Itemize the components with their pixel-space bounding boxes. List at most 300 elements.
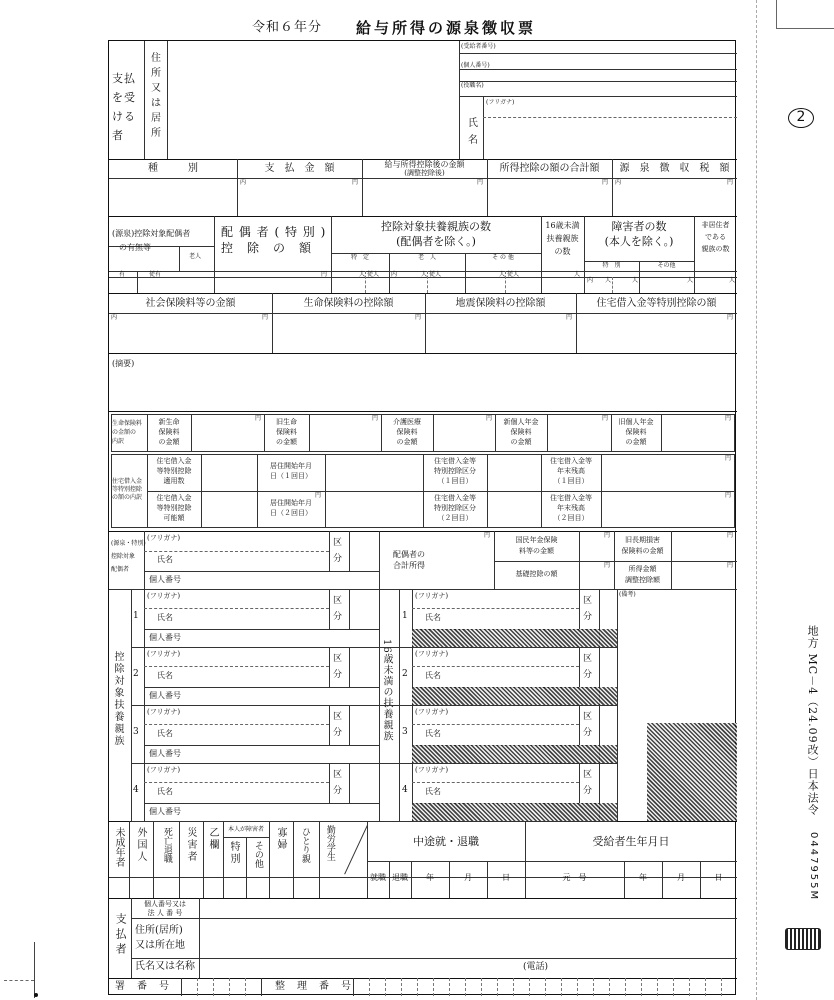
dependent-number: 2 — [133, 669, 139, 679]
divider — [129, 821, 130, 898]
dependent-mynumber-label: 個人番号 — [149, 633, 181, 642]
divider — [625, 978, 626, 996]
spouse-deduction-label-2: 控 除 の 額 — [221, 241, 313, 255]
perforation-line — [756, 0, 757, 1000]
header-deduction-total: 所得控除の額の合計額 — [499, 163, 600, 174]
divider — [144, 41, 145, 159]
divider — [109, 978, 737, 979]
divider — [547, 414, 548, 452]
personal-number-label: (個人番号) — [461, 62, 490, 69]
masked-mynumber-area — [412, 687, 617, 705]
nonresident-label-1: 非居住者 — [701, 221, 730, 229]
under16-furigana-label: (フリガナ) — [415, 766, 449, 774]
life-old-label: 旧生命 保険料 の金額 — [276, 418, 297, 446]
divider — [179, 246, 180, 271]
divider — [579, 589, 580, 629]
divider — [449, 978, 450, 996]
divider — [213, 978, 214, 996]
yen-unit: 円 — [602, 179, 609, 186]
side-serial: 0447955M — [808, 832, 819, 902]
under16-label-1: 16歳未満 — [545, 221, 580, 230]
disabled-self-label: 本人が障害者 — [227, 826, 264, 833]
divider — [137, 271, 138, 293]
dependent-mynumber-label: 個人番号 — [149, 691, 181, 700]
divider — [412, 608, 579, 609]
yen-unit: 円 — [477, 179, 484, 186]
basic-deduction-label: 基礎控除の額 — [515, 570, 558, 578]
under16-name-label: 氏名 — [425, 671, 441, 680]
subordinate-person-unit: 従人 — [429, 271, 442, 278]
dep-col-elderly: 老 人 — [417, 254, 436, 261]
yen-unit: 円 — [255, 415, 262, 422]
flag-single-parent: ひとり親 — [299, 827, 310, 863]
under16-kubun-label: 区分 — [583, 712, 593, 738]
divider — [109, 353, 737, 354]
yen-unit: 円 — [727, 179, 734, 186]
punch-dot-icon — [34, 993, 38, 997]
divider — [483, 117, 737, 118]
birth-day: 日 — [714, 873, 723, 882]
flag-minor: 未成年者 — [113, 827, 124, 867]
under16-number: 2 — [402, 669, 408, 679]
has-label: 有 — [119, 271, 126, 278]
divider — [399, 647, 617, 648]
divider — [329, 531, 330, 571]
divider — [385, 978, 386, 996]
crop-mark — [776, 0, 777, 28]
payer-phone-label: (電話) — [523, 962, 549, 972]
inner-label: 内 — [615, 179, 622, 186]
housing-applied-count-label: 住宅借入金 等特別控除 適用数 — [156, 457, 192, 485]
divider — [609, 978, 610, 996]
housing-category-1-label: 住宅借入金等 特別控除区分 （１回目） — [434, 457, 476, 485]
dependent-number: 4 — [133, 785, 139, 795]
ref-number-label: 整 理 番 号 — [275, 981, 352, 992]
spouse-mynumber-label: 個人番号 — [149, 575, 181, 584]
masked-mynumber-area — [412, 803, 617, 821]
subordinate-person-unit: 従人 — [367, 271, 380, 278]
recipient-name-label: 氏名 — [468, 118, 478, 146]
divider — [109, 216, 737, 217]
divider — [399, 821, 617, 822]
divider — [487, 454, 488, 528]
person-unit: 人 — [632, 277, 639, 284]
disabled-col-other: その他 — [657, 262, 676, 269]
divider — [319, 821, 320, 898]
flag-death-retire: 死亡退職 — [161, 827, 172, 863]
recipient-section-label: 支払を受ける者 — [112, 72, 136, 142]
flag-disaster: 災害者 — [185, 827, 196, 863]
yen-unit: 円 — [725, 455, 732, 462]
divider — [349, 763, 350, 803]
header-withholding-tax: 源 泉 徴 収 税 額 — [619, 163, 730, 174]
header-after-adjust: (調整控除後) — [404, 169, 445, 177]
form-title: 給与所得の源泉徴収票 — [356, 19, 537, 37]
header-type: 種 別 — [148, 163, 198, 174]
divider — [349, 705, 350, 745]
yen-unit: 円 — [727, 532, 734, 539]
divider — [673, 978, 674, 996]
housing-breakdown-label: 住宅借入金 等特別控除 の額の内訳 — [112, 478, 143, 501]
midyear-month: 月 — [464, 873, 472, 882]
spouse-exist-label-1: (源泉)控除対象配偶者 — [112, 229, 191, 238]
nonresident-label-3: 親族の数 — [701, 245, 730, 253]
furigana-label: (フリガナ) — [486, 99, 515, 106]
elderly-label: 老人 — [189, 253, 202, 260]
flag-foreigner: 外国人 — [135, 827, 146, 863]
divider — [705, 978, 706, 996]
person-unit: 人 — [574, 271, 581, 278]
spouse-income-label: 配偶者の 合計所得 — [393, 550, 425, 570]
midyear-join: 就職 — [370, 873, 386, 882]
divider — [144, 687, 379, 688]
flag-widow: 寡婦 — [275, 827, 286, 851]
dependent-number: 1 — [133, 611, 139, 621]
payer-name-label: 氏名又は名称 — [135, 961, 195, 972]
under16-furigana-label: (フリガナ) — [415, 708, 449, 716]
diagonal-line — [344, 825, 368, 874]
divider — [131, 918, 737, 919]
yen-unit: 円 — [415, 314, 422, 321]
divider — [427, 271, 428, 293]
divider — [459, 53, 737, 54]
crop-mark — [34, 942, 35, 998]
divider — [147, 491, 735, 492]
yen-unit: 円 — [262, 314, 269, 321]
person-unit: 人 — [729, 277, 736, 284]
divider — [545, 978, 546, 996]
recipient-number-label: (受給者番号) — [461, 43, 496, 50]
divider — [109, 898, 737, 899]
yen-unit: 円 — [727, 314, 734, 321]
subordinate-person-unit: 従人 — [507, 271, 520, 278]
dependent-furigana-label: (フリガナ) — [147, 766, 181, 774]
divider — [433, 978, 434, 996]
header-payment-amount: 支 払 金 額 — [264, 163, 335, 174]
divider — [109, 178, 737, 179]
under16-kubun-label: 区分 — [583, 596, 593, 622]
crop-mark — [4, 980, 34, 981]
divider — [465, 978, 466, 996]
yen-unit: 円 — [604, 532, 611, 539]
flag-working-student: 勤労学生 — [324, 825, 335, 861]
divider — [459, 81, 737, 82]
divider — [579, 647, 580, 687]
pension-new-label: 新個人年金 保険料 の金額 — [503, 418, 539, 446]
payer-section-label: 支払者 — [114, 913, 128, 958]
divider — [612, 277, 613, 293]
divider — [641, 978, 642, 996]
divider — [131, 821, 399, 822]
divider — [167, 41, 168, 159]
divider — [579, 531, 580, 589]
midyear-label: 中途就・退職 — [413, 835, 479, 848]
under16-kubun-label: 区分 — [583, 654, 593, 680]
dep-col-specific: 特 定 — [350, 254, 369, 261]
under16-name-label: 氏名 — [425, 787, 441, 796]
life-breakdown-label: 生命保険料 の金額の 内訳 — [112, 420, 143, 445]
address-label: 住所又は居所 — [151, 53, 161, 139]
divider — [349, 647, 350, 687]
yen-unit: 円 — [604, 562, 611, 569]
life-new-label: 新生命 保険料 の金額 — [158, 418, 180, 446]
divider — [661, 414, 662, 452]
divider — [179, 821, 180, 898]
divider — [144, 803, 379, 804]
residence-start-2-label: 居住開始年月 日（２回目） — [270, 499, 312, 517]
housing-category-2-label: 住宅借入金等 特別控除区分 （２回目） — [434, 494, 476, 522]
divider — [689, 978, 690, 996]
birth-year: 年 — [639, 873, 647, 882]
divider — [399, 705, 617, 706]
spouse-kubun-label: 区分 — [333, 538, 343, 564]
divider — [657, 978, 658, 996]
divider — [561, 978, 562, 996]
person-unit: 人 — [359, 271, 366, 278]
subordinate-label: 従有 — [149, 271, 162, 278]
divider — [199, 898, 200, 978]
yen-unit: 円 — [727, 562, 734, 569]
divider — [459, 41, 460, 159]
under16-number: 4 — [402, 785, 408, 795]
divider — [329, 647, 330, 687]
divider — [269, 821, 270, 898]
divider — [109, 313, 737, 314]
yen-unit: 円 — [725, 415, 732, 422]
under16-label-2: 扶養親族 — [546, 234, 579, 243]
divider — [579, 763, 580, 803]
care-medical-label: 介護医療 保険料 の金額 — [393, 418, 421, 446]
divider — [261, 978, 262, 996]
divider — [577, 978, 578, 996]
dependent-name-label: 氏名 — [157, 787, 173, 796]
spouse-name-label: 氏名 — [157, 555, 173, 564]
yen-unit: 円 — [352, 179, 359, 186]
divider — [144, 666, 329, 667]
divider — [131, 705, 399, 706]
dependent-name-label: 氏名 — [157, 671, 173, 680]
income-adjust-label: 所得金額 調整控除額 — [625, 565, 660, 584]
dependent-kubun-label: 区分 — [333, 654, 343, 680]
yen-unit: 円 — [372, 415, 379, 422]
divider — [203, 821, 204, 898]
dependent-kubun-label: 区分 — [333, 770, 343, 796]
midyear-year: 年 — [426, 873, 434, 882]
divider — [245, 978, 246, 996]
housing-possible-amount-label: 住宅借入金 等特別控除 可能額 — [156, 494, 192, 522]
title-prefix: 令和６年分 — [252, 20, 323, 35]
header-earthquake-insurance: 地震保険料の控除額 — [455, 298, 546, 309]
masked-notes-area — [647, 723, 737, 821]
side-form-code: 地方 MC－4（24.09改）日本法令 — [806, 625, 820, 816]
office-number-label: 署 番 号 — [115, 981, 170, 992]
dependent-mynumber-label: 個人番号 — [149, 807, 181, 816]
yen-unit: 円 — [486, 415, 493, 422]
divider — [367, 821, 368, 898]
divider — [131, 958, 737, 959]
birth-date-label: 受給者生年月日 — [592, 835, 670, 848]
divider — [412, 782, 579, 783]
yen-unit: 円 — [566, 314, 573, 321]
person-unit: 人 — [499, 271, 506, 278]
spouse-exist-label-2: の有無等 — [119, 243, 151, 252]
midyear-day: 日 — [502, 873, 510, 882]
divider — [229, 978, 230, 996]
divider — [349, 589, 350, 629]
under16-number: 1 — [402, 611, 408, 621]
dependents-count-sublabel: (配偶者を除く。) — [396, 235, 476, 248]
divider — [144, 782, 329, 783]
withholding-slip-form — [108, 40, 736, 995]
under16-name-label: 氏名 — [425, 613, 441, 622]
divider — [513, 978, 514, 996]
divider — [144, 551, 329, 552]
divider — [721, 978, 722, 996]
divider — [144, 608, 329, 609]
disabled-col-special: 特 別 — [602, 262, 621, 269]
divider — [109, 411, 737, 412]
crop-mark — [776, 28, 834, 29]
header-after-deduction: 給与所得控除後の金額 — [384, 160, 465, 169]
spouse-furigana-label: (フリガナ) — [147, 534, 181, 542]
divider — [365, 271, 366, 293]
divider — [353, 978, 354, 996]
divider — [309, 414, 310, 452]
divider — [494, 561, 737, 562]
remarks-label: (摘要) — [112, 359, 135, 368]
inner-label: 内 — [587, 277, 594, 284]
birth-month: 月 — [677, 873, 685, 882]
under16-section-label: 16歳未満の扶養親族 — [381, 639, 392, 742]
divider — [214, 216, 215, 293]
dependent-furigana-label: (フリガナ) — [147, 592, 181, 600]
divider — [191, 414, 192, 452]
pension-amount-label: 国民年金保険 料等の金額 — [515, 536, 558, 555]
masked-mynumber-area — [412, 629, 617, 647]
under16-name-label: 氏名 — [425, 729, 441, 738]
under16-furigana-label: (フリガナ) — [415, 650, 449, 658]
divider — [617, 589, 618, 821]
divider — [433, 414, 434, 452]
yen-unit: 円 — [321, 271, 328, 278]
divider — [131, 647, 399, 648]
person-unit: 人 — [605, 277, 612, 284]
divider — [223, 837, 269, 838]
housing-balance-1-label: 住宅借入金等 年末残高 （１回目） — [550, 457, 592, 485]
divider — [367, 861, 737, 862]
dependent-name-label: 氏名 — [157, 729, 173, 738]
divider — [601, 454, 602, 528]
dependents-count-label: 控除対象扶養親族の数 — [381, 220, 491, 233]
dependent-mynumber-label: 個人番号 — [149, 749, 181, 758]
under16-furigana-label: (フリガナ) — [415, 592, 449, 600]
divider — [459, 96, 737, 97]
divider — [144, 571, 379, 572]
divider — [412, 666, 579, 667]
dependent-name-label: 氏名 — [157, 613, 173, 622]
yen-unit: 円 — [484, 532, 491, 539]
divider — [505, 271, 506, 293]
dependent-furigana-label: (フリガナ) — [147, 708, 181, 716]
divider — [369, 978, 370, 996]
divider — [401, 978, 402, 996]
nonresident-label-2: である — [705, 233, 726, 241]
divider — [417, 978, 418, 996]
dependent-number: 3 — [133, 727, 139, 737]
divider — [483, 96, 484, 159]
divider — [525, 821, 526, 898]
divider — [329, 763, 330, 803]
yen-unit: 円 — [602, 415, 609, 422]
birth-era: 元 号 — [562, 873, 587, 882]
under16-number: 3 — [402, 727, 408, 737]
person-unit: 人 — [421, 271, 428, 278]
disabled-count-sublabel: (本人を除く。) — [604, 235, 674, 248]
divider — [109, 589, 737, 590]
divider — [529, 978, 530, 996]
divider — [181, 978, 182, 996]
header-housing-loan: 住宅借入金等特別控除の額 — [596, 298, 717, 309]
divider — [144, 745, 379, 746]
divider — [579, 705, 580, 745]
divider — [197, 978, 198, 996]
flag-otsu: 乙欄 — [207, 827, 218, 851]
divider — [349, 531, 350, 571]
divider — [144, 629, 379, 630]
inner-label: 内 — [391, 271, 398, 278]
divider — [246, 837, 247, 898]
person-unit: 人 — [687, 277, 694, 284]
divider — [109, 293, 737, 294]
yen-unit: 円 — [725, 492, 732, 499]
divider — [325, 454, 326, 528]
flag-special: 特別 — [228, 841, 239, 865]
divider — [293, 821, 294, 898]
divider — [481, 978, 482, 996]
divider — [412, 724, 579, 725]
payer-number-label: 個人番号又は 法 人 番 号 — [144, 900, 186, 917]
dependent-furigana-label: (フリガナ) — [147, 650, 181, 658]
divider — [329, 705, 330, 745]
spouse-deduction-label-1: 配 偶 者 ( 特 別 ) — [221, 225, 327, 239]
residence-start-1-label: 居住開始年月 日（１回目） — [270, 462, 312, 480]
divider — [459, 69, 737, 70]
header-social-insurance: 社会保険料等の金額 — [145, 298, 236, 309]
yen-unit: 円 — [315, 492, 322, 499]
inner-label: 内 — [111, 314, 118, 321]
housing-balance-2-label: 住宅借入金等 年末残高 （２回目） — [550, 494, 592, 522]
payer-address-label: 住所(居所) 又は所在地 — [135, 925, 185, 951]
notes-label: (備考) — [619, 591, 636, 598]
divider — [497, 978, 498, 996]
inner-label: 内 — [240, 179, 247, 186]
under16-kubun-label: 区分 — [583, 770, 593, 796]
publisher-logo-icon — [785, 928, 821, 950]
header-life-insurance: 生命保険料の控除額 — [303, 298, 394, 309]
dep-col-other: そ の 他 — [492, 254, 514, 261]
divider — [671, 531, 672, 589]
divider — [144, 724, 329, 725]
pension-old-label: 旧個人年金 保険料 の金額 — [618, 418, 654, 446]
divider — [153, 821, 154, 898]
old-long-term-label: 旧長期損害 保険料の金額 — [621, 536, 664, 555]
page-number-badge: 2 — [788, 108, 814, 128]
dependent-kubun-label: 区分 — [333, 596, 343, 622]
divider — [593, 978, 594, 996]
under16-label-3: の数 — [554, 247, 571, 256]
divider — [201, 454, 202, 528]
divider — [329, 589, 330, 629]
